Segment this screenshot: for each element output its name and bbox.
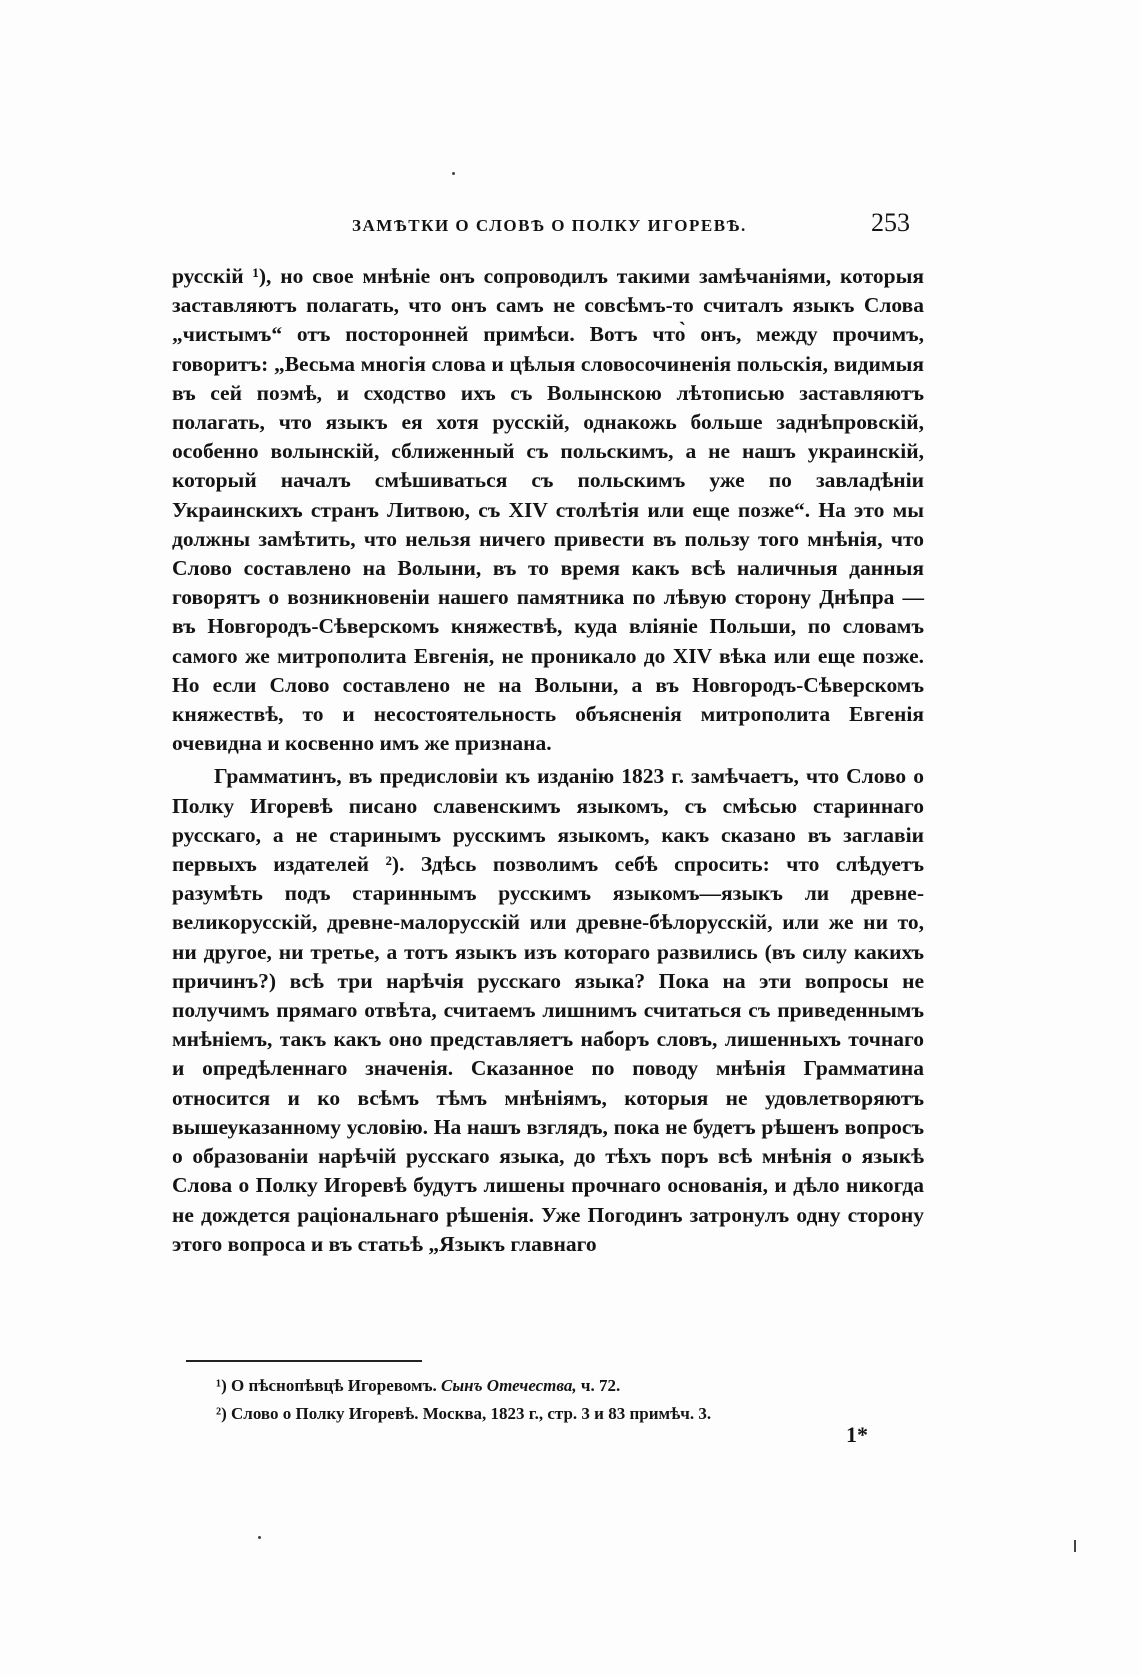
paragraph-1: русскій ¹), но свое мнѣніе онъ сопроводилъ такими замѣчаніями, которыя заставляютъ полагать, что онъ самъ не совсѣмъ-то считалъ языкъ Слова „чистымъ“ отъ посторонней примѣси. Вотъ что̀ онъ, между прочимъ, говоритъ: „Весьма многія слова и цѣлыя словосочиненія польскія, видимыя въ сей поэмѣ, и сходство ихъ съ Волынскою лѣтописью заставляютъ полагать, что языкъ ея хотя русскій, однакожь больше заднѣпровскій, особенно волынскій, сближенный съ польскимъ, а не нашъ украинскій, который началъ смѣшиваться съ польскимъ уже по завладѣніи Украинскихъ странъ Литвою, съ XIV столѣтія или еще позже“. На это мы должны замѣтить, что нельзя ничего привести въ пользу того мнѣнія, что Слово составлено на Волыни, въ то время какъ всѣ наличныя данныя говорятъ о возникновеніи нашего памятника по лѣвую сторону Днѣпра — въ Новгородъ-Сѣверскомъ княжествѣ, куда вліяніе Польши, по словамъ самого же митрополита Евгенія, не проникало до XIV вѣка или еще позже. Но если Слово составлено не на Волыни, а въ Новгородъ-Сѣверскомъ княжествѣ, то и несостоятельность объясненія митрополита Евгенія очевидна и косвенно имъ же признана. <box>172 264 924 756</box>
footnotes <box>216 1372 916 1428</box>
footnote-1-mark: ¹) <box>216 1376 227 1395</box>
footnote-divider <box>186 1360 422 1362</box>
scan-speck <box>1074 1540 1076 1552</box>
footnote-1-source: Сынъ Отечества, <box>441 1376 577 1395</box>
running-head: ЗАМѢТКИ О СЛОВѢ О ПОЛКУ ИГОРЕВѢ. <box>352 216 747 235</box>
paragraph-2: Грамматинъ, въ предисловіи къ изданію 1823 г. замѣчаетъ, что Слово о Полку Игоревѣ писано славенскимъ языкомъ, съ смѣсью стариннаго русскаго, а не старинымъ русскимъ языкомъ, какъ сказано въ заглавіи первыхъ издателей ²). Здѣсь позволимъ себѣ спросить: что слѣдуетъ разумѣть подъ стариннымъ русскимъ языкомъ—языкъ ли древне-великорусскій, древне-малорусскій или древне-бѣлорусскій, или же ни то, ни другое, ни третье, а тотъ языкъ изъ котораго развились (въ силу какихъ причинъ?) всѣ три нарѣчія русскаго языка? Пока на эти вопросы не получимъ прямаго отвѣта, считаемъ лишнимъ считаться съ приведеннымъ мнѣніемъ, такъ какъ оно представляетъ наборъ словъ, лишенныхъ точнаго и опредѣленнаго значенія. Сказанное по поводу мнѣнія Грамматина относится и ко всѣмъ тѣмъ мнѣніямъ, которыя не удовлетворяютъ вышеуказанному условію. На нашъ взглядъ, пока не будетъ рѣшенъ вопросъ о образованіи нарѣчій русскаго языка, до тѣхъ поръ всѣ мнѣнія о языкѣ Слова о Полку Игоревѣ будутъ лишены прочнаго основанія, и дѣло никогда не дождется раціональнаго рѣшенія. Уже Погодинъ затронулъ одну сторону этого вопроса и въ статьѣ „Языкъ главнаго <box>172 764 924 1256</box>
signature-mark: 1* <box>846 1422 868 1447</box>
body-text <box>172 262 924 1259</box>
footnote-2-mark: ²) <box>216 1404 227 1423</box>
page-header <box>172 208 924 244</box>
footnote-1-text: О пѣснопѣвцѣ Игоревомъ. <box>231 1376 437 1395</box>
footnote-1-tail: ч. 72. <box>580 1376 621 1395</box>
footnote-2-text: Слово о Полку Игоревѣ. Москва, 1823 г., стр. 3 и 83 примѣч. 3. <box>231 1404 712 1423</box>
footnote-2 <box>216 1400 916 1428</box>
scan-speck <box>452 172 455 175</box>
scan-speck <box>258 1536 261 1539</box>
page-number: 253 <box>871 208 910 237</box>
footnote-1 <box>216 1372 916 1400</box>
